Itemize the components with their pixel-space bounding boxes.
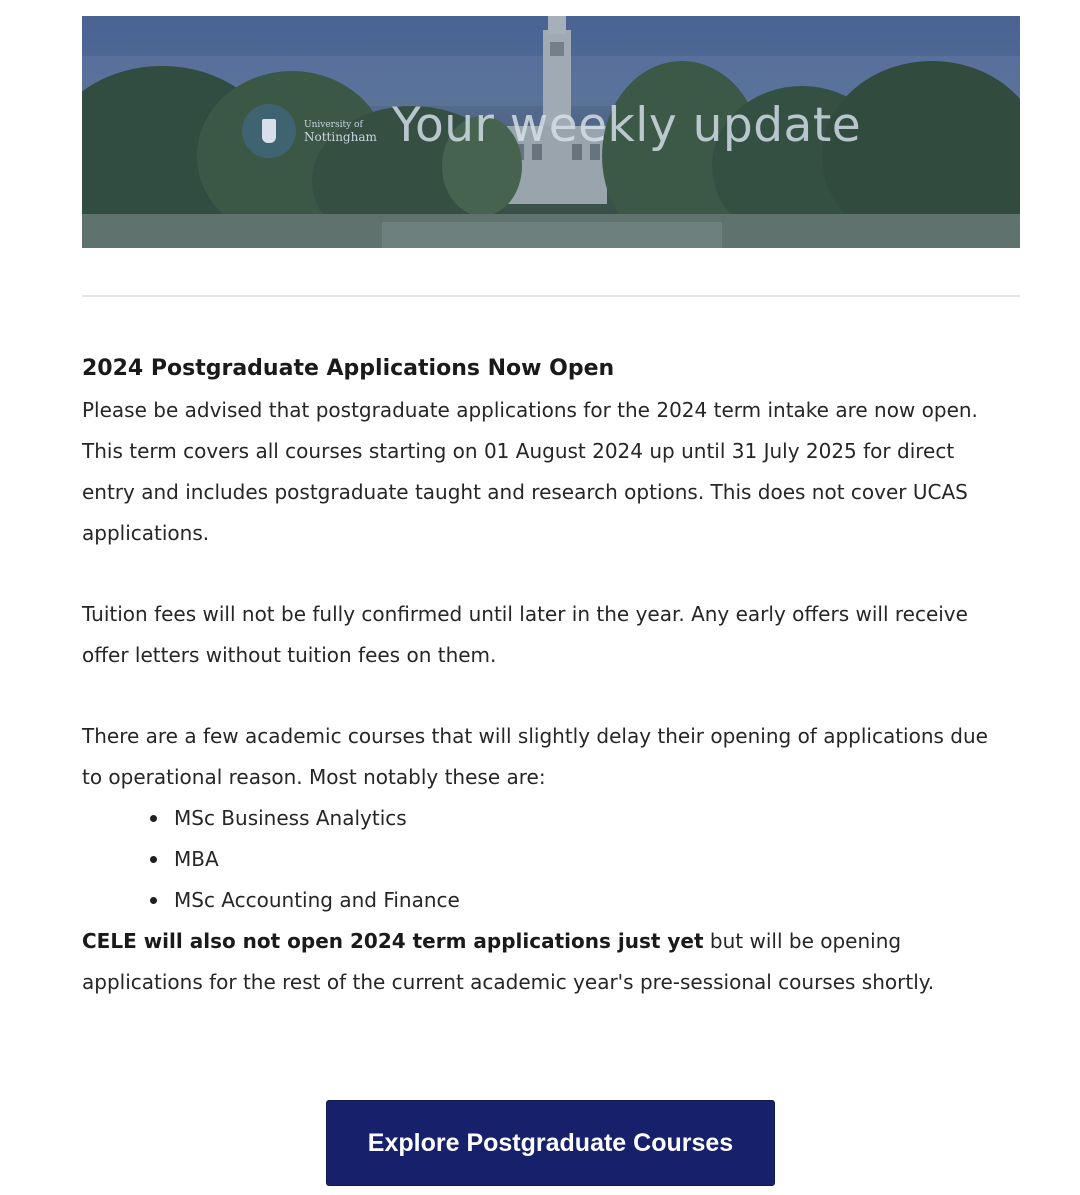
delayed-course-list bbox=[82, 798, 1012, 921]
paragraph-delayed-courses: There are a few academic courses that will slightly delay their opening of applications due to operational reason. Most notably these are: bbox=[82, 724, 988, 789]
banner-title: Your weekly update bbox=[392, 98, 862, 153]
university-crest-icon bbox=[242, 104, 296, 158]
list-item: MSc Accounting and Finance bbox=[174, 880, 1012, 921]
paragraph-applications-open: Please be advised that postgraduate applications for the 2024 term intake are now open. This term covers all courses starting on 01 August 2024 up until 31 July 2025 for direct entry and includes postgraduate taught and research options. This does not cover UCAS applications. bbox=[82, 398, 978, 545]
logo-line1: University of bbox=[304, 120, 363, 130]
cele-notice-bold: CELE will also not open 2024 term applications just yet bbox=[82, 929, 704, 953]
list-item: MBA bbox=[174, 839, 1012, 880]
university-wordmark bbox=[304, 119, 377, 143]
paragraph-tuition-fees: Tuition fees will not be fully confirmed until later in the year. Any early offers will receive offer letters without tuition fees on them. bbox=[82, 602, 968, 667]
cele-notice-text: but will be opening applications for the rest of the current academic year's pre-sessional courses shortly. bbox=[82, 929, 935, 994]
list-item: MSc Business Analytics bbox=[174, 798, 1012, 839]
explore-courses-button[interactable]: Explore Postgraduate Courses bbox=[326, 1100, 775, 1186]
article-headline: 2024 Postgraduate Applications Now Open bbox=[82, 356, 615, 381]
logo-line2: Nottingham bbox=[304, 130, 377, 144]
header-banner bbox=[82, 16, 1020, 248]
paragraph-cele bbox=[82, 921, 1012, 1003]
article-body bbox=[82, 350, 1012, 1003]
university-logo bbox=[242, 104, 377, 158]
divider bbox=[82, 295, 1020, 297]
